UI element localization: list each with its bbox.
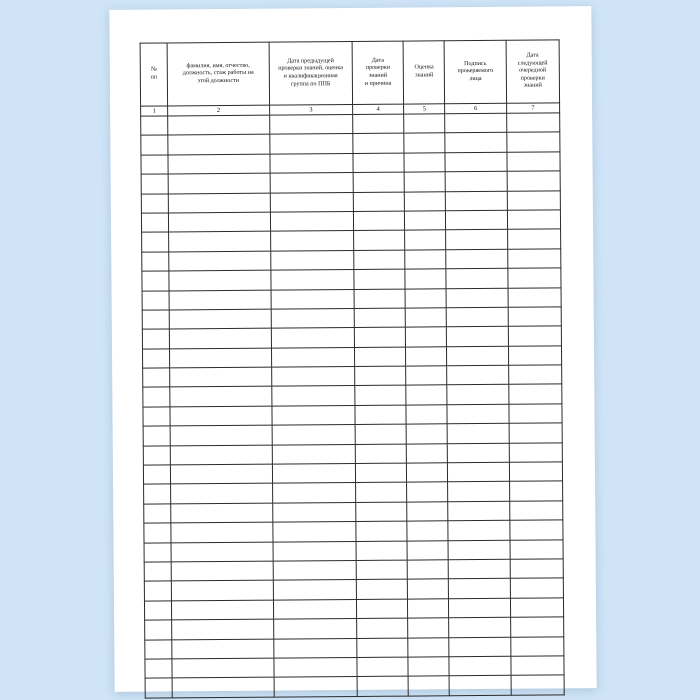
table-cell[interactable] bbox=[446, 191, 507, 211]
table-cell[interactable] bbox=[142, 310, 169, 330]
table-cell[interactable] bbox=[143, 426, 170, 446]
table-cell[interactable] bbox=[510, 578, 563, 598]
table-cell[interactable] bbox=[171, 464, 273, 484]
table-cell[interactable] bbox=[406, 346, 447, 366]
table-cell[interactable] bbox=[356, 502, 407, 522]
table-cell[interactable] bbox=[509, 423, 562, 443]
table-cell[interactable] bbox=[143, 368, 170, 388]
table-cell[interactable] bbox=[356, 521, 407, 541]
header-line: и квалификационная bbox=[283, 73, 338, 80]
column-header-previous-check bbox=[269, 41, 353, 105]
table-cell[interactable] bbox=[407, 502, 448, 522]
table-cell[interactable] bbox=[142, 349, 169, 369]
table-cell[interactable] bbox=[449, 676, 510, 696]
table-cell[interactable] bbox=[172, 600, 274, 620]
column-number: 7 bbox=[506, 103, 559, 113]
table-cell[interactable] bbox=[357, 657, 408, 677]
table-cell[interactable] bbox=[355, 366, 406, 386]
table-cell[interactable] bbox=[508, 326, 561, 346]
table-cell[interactable] bbox=[510, 539, 563, 559]
table-cell[interactable] bbox=[269, 114, 353, 134]
header-line: знаний bbox=[368, 72, 388, 79]
header-line: знаний bbox=[415, 72, 434, 79]
table-cell[interactable] bbox=[507, 249, 560, 269]
header-line: проверки bbox=[365, 65, 391, 72]
table-cell[interactable] bbox=[508, 268, 561, 288]
column-number: 2 bbox=[168, 105, 270, 116]
column-number: 1 bbox=[141, 106, 168, 116]
table-cell[interactable] bbox=[510, 520, 563, 540]
table-cell[interactable] bbox=[446, 268, 507, 288]
table-cell[interactable] bbox=[172, 658, 274, 678]
table-cell[interactable] bbox=[407, 482, 448, 502]
table-cell[interactable] bbox=[404, 153, 445, 173]
column-number: 4 bbox=[353, 104, 404, 114]
table-cell[interactable] bbox=[272, 483, 356, 503]
header-line: проверки знаний, оценка bbox=[278, 65, 343, 72]
table-cell[interactable] bbox=[510, 636, 563, 656]
table-cell[interactable] bbox=[270, 153, 354, 173]
header-line: этой должности bbox=[197, 77, 239, 85]
table-cell[interactable] bbox=[169, 309, 271, 329]
table-cell[interactable] bbox=[445, 152, 506, 172]
document-page bbox=[109, 6, 596, 692]
table-cell[interactable] bbox=[508, 287, 561, 307]
table-cell[interactable] bbox=[408, 579, 449, 599]
table-cell[interactable] bbox=[168, 115, 270, 135]
table-cell[interactable] bbox=[354, 347, 405, 367]
table-cell[interactable] bbox=[353, 133, 404, 153]
table-cell[interactable] bbox=[273, 580, 357, 600]
table-cell[interactable] bbox=[355, 444, 406, 464]
table-cell[interactable] bbox=[447, 365, 508, 385]
table-cell[interactable] bbox=[270, 250, 354, 270]
table-cell[interactable] bbox=[509, 443, 562, 463]
table-cell[interactable] bbox=[507, 171, 560, 191]
table-cell[interactable] bbox=[170, 406, 272, 426]
table-cell[interactable] bbox=[509, 481, 562, 501]
table-cell[interactable] bbox=[353, 211, 404, 231]
table-cell[interactable] bbox=[408, 599, 449, 619]
table-cell[interactable] bbox=[405, 230, 446, 250]
table-cell[interactable] bbox=[168, 135, 270, 155]
column-header-grade bbox=[403, 41, 445, 104]
table-cell[interactable] bbox=[168, 193, 270, 213]
table-cell[interactable] bbox=[404, 114, 445, 134]
table-header bbox=[140, 40, 560, 116]
table-cell[interactable] bbox=[168, 173, 270, 193]
table-cell[interactable] bbox=[141, 174, 168, 194]
table-cell[interactable] bbox=[143, 465, 170, 485]
table-cell[interactable] bbox=[269, 134, 353, 154]
header-line: проверки bbox=[520, 75, 545, 82]
table-cell[interactable] bbox=[172, 619, 274, 639]
header-line: Оценка bbox=[414, 64, 434, 71]
table-cell[interactable] bbox=[408, 637, 449, 657]
table-cell[interactable] bbox=[170, 367, 272, 387]
table-cell[interactable] bbox=[405, 211, 446, 231]
table-cell[interactable] bbox=[447, 327, 508, 347]
table-cell[interactable] bbox=[406, 443, 447, 463]
table-cell[interactable] bbox=[408, 657, 449, 677]
header-line: очередной bbox=[519, 67, 547, 74]
table-cell[interactable] bbox=[405, 308, 446, 328]
table-cell[interactable] bbox=[271, 367, 355, 387]
column-header-signature bbox=[445, 40, 507, 103]
table-cell[interactable] bbox=[171, 503, 273, 523]
table-cell[interactable] bbox=[405, 288, 446, 308]
table-cell[interactable] bbox=[271, 289, 355, 309]
table-cell[interactable] bbox=[141, 116, 168, 136]
table-cell[interactable] bbox=[270, 270, 354, 290]
table-cell[interactable] bbox=[406, 405, 447, 425]
table-cell[interactable] bbox=[271, 386, 355, 406]
header-line: Дата bbox=[526, 52, 539, 59]
table-cell[interactable] bbox=[270, 211, 354, 231]
table-cell[interactable] bbox=[144, 523, 171, 543]
table-cell[interactable] bbox=[171, 484, 273, 504]
table-cell[interactable] bbox=[353, 114, 404, 134]
table-cell[interactable] bbox=[449, 559, 510, 579]
table-cell[interactable] bbox=[445, 133, 506, 153]
table-cell[interactable] bbox=[142, 271, 169, 291]
column-number: 5 bbox=[404, 104, 445, 114]
table-cell[interactable] bbox=[272, 444, 356, 464]
table-cell[interactable] bbox=[508, 365, 561, 385]
header-row bbox=[140, 40, 559, 106]
table-cell[interactable] bbox=[145, 639, 172, 659]
table-cell[interactable] bbox=[274, 677, 358, 697]
table-cell[interactable] bbox=[408, 676, 449, 696]
table-cell[interactable] bbox=[272, 405, 356, 425]
table-cell[interactable] bbox=[142, 290, 169, 310]
table-cell[interactable] bbox=[271, 308, 355, 328]
table-cell[interactable] bbox=[407, 560, 448, 580]
table-cell[interactable] bbox=[168, 154, 270, 174]
table-cell[interactable] bbox=[509, 462, 562, 482]
table-cell[interactable] bbox=[449, 579, 510, 599]
table-cell[interactable] bbox=[448, 462, 509, 482]
table-cell[interactable] bbox=[356, 579, 407, 599]
table-cell[interactable] bbox=[507, 152, 560, 172]
table-cell[interactable] bbox=[449, 637, 510, 657]
table-cell[interactable] bbox=[274, 657, 358, 677]
header-line: лица bbox=[469, 75, 482, 82]
table-cell[interactable] bbox=[144, 601, 171, 621]
table-cell[interactable] bbox=[448, 424, 509, 444]
table-cell[interactable] bbox=[145, 678, 172, 698]
table-cell[interactable] bbox=[355, 424, 406, 444]
header-line: Дата bbox=[371, 57, 384, 64]
table-cell[interactable] bbox=[508, 384, 561, 404]
table-cell[interactable] bbox=[169, 270, 271, 290]
table-cell[interactable] bbox=[357, 638, 408, 658]
table-body bbox=[141, 113, 565, 698]
table-cell[interactable] bbox=[355, 386, 406, 406]
table-cell[interactable] bbox=[141, 155, 168, 175]
table-cell[interactable] bbox=[446, 249, 507, 269]
journal-table bbox=[140, 39, 565, 698]
table-cell[interactable] bbox=[448, 443, 509, 463]
header-line: Дата предыдущей bbox=[287, 57, 334, 65]
table-cell[interactable] bbox=[354, 289, 405, 309]
table-cell[interactable] bbox=[169, 290, 271, 310]
header-line: проверяемого bbox=[457, 68, 494, 75]
table-cell[interactable] bbox=[405, 269, 446, 289]
table-cell[interactable] bbox=[143, 387, 170, 407]
table-cell[interactable] bbox=[408, 618, 449, 638]
table-cell[interactable] bbox=[270, 173, 354, 193]
table-cell[interactable] bbox=[406, 327, 447, 347]
table-cell[interactable] bbox=[445, 113, 506, 133]
table-cell[interactable] bbox=[171, 522, 273, 542]
table-cell[interactable] bbox=[353, 153, 404, 173]
table-cell[interactable] bbox=[273, 638, 357, 658]
table-cell[interactable] bbox=[142, 252, 169, 272]
table-cell[interactable] bbox=[354, 250, 405, 270]
table-cell[interactable] bbox=[169, 251, 271, 271]
table-cell[interactable] bbox=[406, 385, 447, 405]
header-line: пп bbox=[150, 74, 158, 81]
table-cell[interactable] bbox=[169, 328, 271, 348]
table-cell[interactable] bbox=[446, 171, 507, 191]
table-cell[interactable] bbox=[447, 307, 508, 327]
table-cell[interactable] bbox=[449, 656, 510, 676]
table-cell[interactable] bbox=[273, 541, 357, 561]
table-cell[interactable] bbox=[172, 677, 274, 697]
table-cell[interactable] bbox=[449, 617, 510, 637]
table-cell[interactable] bbox=[511, 656, 564, 676]
table-cell[interactable] bbox=[272, 522, 356, 542]
header-line: и причина bbox=[364, 80, 392, 87]
column-header-check-date bbox=[352, 41, 404, 104]
table-cell[interactable] bbox=[448, 520, 509, 540]
header-line: должность, стаж работы на bbox=[182, 69, 254, 77]
table-cell[interactable] bbox=[170, 425, 272, 445]
table-cell[interactable] bbox=[355, 463, 406, 483]
table-cell[interactable] bbox=[354, 327, 405, 347]
header-line: № bbox=[150, 66, 157, 73]
column-header-number bbox=[140, 43, 168, 106]
table-cell[interactable] bbox=[446, 288, 507, 308]
table-cell[interactable] bbox=[506, 113, 559, 133]
table-cell[interactable] bbox=[510, 559, 563, 579]
table-cell[interactable] bbox=[141, 135, 168, 155]
table-cell[interactable] bbox=[145, 659, 172, 679]
header-line: группа по ППБ bbox=[290, 80, 331, 88]
table-cell[interactable] bbox=[448, 482, 509, 502]
table-cell[interactable] bbox=[507, 190, 560, 210]
table-cell[interactable] bbox=[169, 231, 271, 251]
journal-table-container bbox=[140, 39, 565, 698]
table-cell[interactable] bbox=[144, 504, 171, 524]
table-cell[interactable] bbox=[144, 562, 171, 582]
table-cell[interactable] bbox=[356, 541, 407, 561]
table-cell[interactable] bbox=[170, 445, 272, 465]
table-cell[interactable] bbox=[270, 231, 354, 251]
table-cell[interactable] bbox=[143, 446, 170, 466]
table-cell[interactable] bbox=[446, 230, 507, 250]
table-cell[interactable] bbox=[511, 675, 564, 695]
table-cell[interactable] bbox=[510, 598, 563, 618]
table-cell[interactable] bbox=[353, 192, 404, 212]
table-cell[interactable] bbox=[141, 194, 168, 214]
table-cell[interactable] bbox=[273, 619, 357, 639]
table-cell[interactable] bbox=[356, 599, 407, 619]
column-number: 6 bbox=[445, 103, 506, 113]
table-cell[interactable] bbox=[144, 484, 171, 504]
table-cell[interactable] bbox=[404, 172, 445, 192]
table-cell[interactable] bbox=[144, 543, 171, 563]
table-cell[interactable] bbox=[143, 407, 170, 427]
table-cell[interactable] bbox=[507, 132, 560, 152]
table-cell[interactable] bbox=[271, 328, 355, 348]
table-cell[interactable] bbox=[171, 561, 273, 581]
table-cell[interactable] bbox=[405, 191, 446, 211]
table-cell[interactable] bbox=[448, 540, 509, 560]
table-cell[interactable] bbox=[448, 501, 509, 521]
table-cell[interactable] bbox=[273, 599, 357, 619]
table-cell[interactable] bbox=[171, 581, 273, 601]
table-cell[interactable] bbox=[144, 581, 171, 601]
table-cell[interactable] bbox=[354, 308, 405, 328]
table-cell[interactable] bbox=[404, 133, 445, 153]
table-cell[interactable] bbox=[141, 213, 168, 233]
table-cell[interactable] bbox=[355, 405, 406, 425]
table-cell[interactable] bbox=[447, 385, 508, 405]
table-cell[interactable] bbox=[272, 425, 356, 445]
column-header-person bbox=[167, 42, 269, 106]
table-cell[interactable] bbox=[169, 212, 271, 232]
table-cell[interactable] bbox=[170, 387, 272, 407]
table-cell[interactable] bbox=[142, 329, 169, 349]
header-line: Подпись bbox=[464, 60, 487, 67]
table-cell[interactable] bbox=[407, 521, 448, 541]
column-number: 3 bbox=[269, 104, 352, 115]
table-cell[interactable] bbox=[170, 348, 272, 368]
table-cell[interactable] bbox=[356, 483, 407, 503]
table-cell[interactable] bbox=[446, 210, 507, 230]
table-cell[interactable] bbox=[271, 347, 355, 367]
table-cell[interactable] bbox=[405, 249, 446, 269]
table-row[interactable] bbox=[145, 675, 564, 698]
header-line: фамилия, имя, отчество, bbox=[186, 62, 250, 69]
table-cell[interactable] bbox=[406, 366, 447, 386]
table-cell[interactable] bbox=[507, 210, 560, 230]
header-line: следующей bbox=[517, 60, 548, 67]
table-cell[interactable] bbox=[507, 229, 560, 249]
table-cell[interactable] bbox=[447, 346, 508, 366]
table-cell[interactable] bbox=[354, 269, 405, 289]
table-cell[interactable] bbox=[272, 502, 356, 522]
table-cell[interactable] bbox=[510, 617, 563, 637]
table-cell[interactable] bbox=[357, 676, 408, 696]
table-cell[interactable] bbox=[272, 464, 356, 484]
table-cell[interactable] bbox=[449, 598, 510, 618]
table-cell[interactable] bbox=[354, 230, 405, 250]
table-cell[interactable] bbox=[508, 307, 561, 327]
table-cell[interactable] bbox=[509, 404, 562, 424]
table-cell[interactable] bbox=[171, 542, 273, 562]
header-line: знаний bbox=[523, 82, 542, 90]
table-cell[interactable] bbox=[142, 232, 169, 252]
table-cell[interactable] bbox=[357, 618, 408, 638]
table-cell[interactable] bbox=[509, 501, 562, 521]
table-cell[interactable] bbox=[353, 172, 404, 192]
table-cell[interactable] bbox=[172, 639, 274, 659]
table-cell[interactable] bbox=[270, 192, 354, 212]
table-cell[interactable] bbox=[407, 463, 448, 483]
table-cell[interactable] bbox=[508, 346, 561, 366]
column-header-next-check bbox=[506, 40, 560, 103]
table-cell[interactable] bbox=[273, 560, 357, 580]
table-cell[interactable] bbox=[145, 620, 172, 640]
table-cell[interactable] bbox=[407, 540, 448, 560]
table-cell[interactable] bbox=[406, 424, 447, 444]
table-cell[interactable] bbox=[356, 560, 407, 580]
table-cell[interactable] bbox=[447, 404, 508, 424]
